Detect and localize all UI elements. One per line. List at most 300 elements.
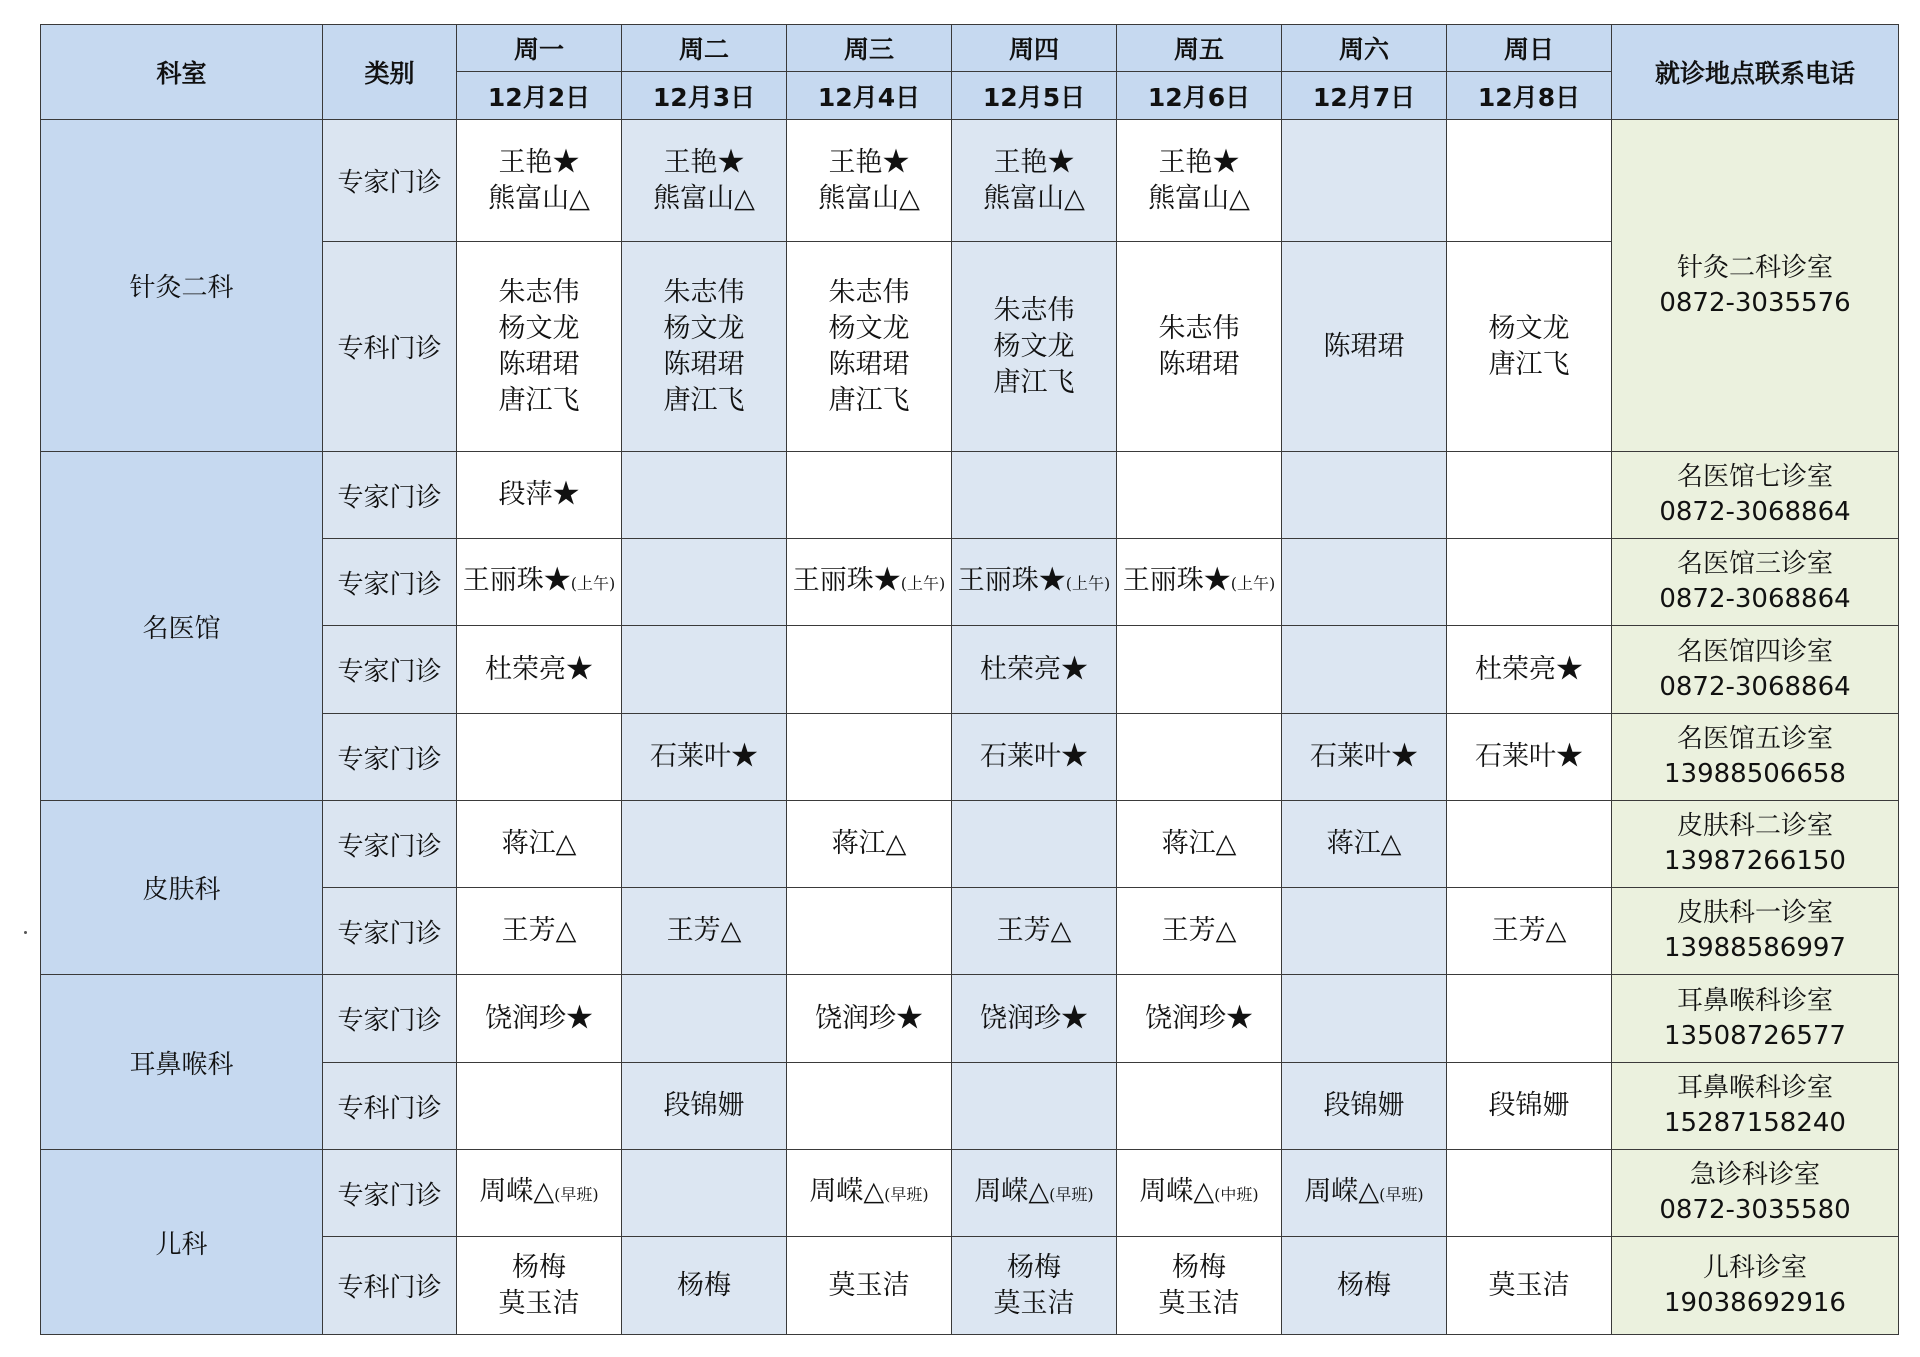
schedule-cell <box>1282 1063 1447 1150</box>
doctor-entry <box>787 1001 951 1037</box>
doctor-entry <box>1282 1088 1446 1124</box>
clinic-location <box>1612 626 1899 714</box>
doctor-name: 石莱叶★ <box>1475 741 1583 772</box>
doctor-name: 杨梅 <box>677 1269 731 1301</box>
clinic-category: 专科门诊 <box>323 1063 457 1150</box>
schedule-cell <box>952 242 1117 452</box>
doctor-entry <box>952 1001 1116 1037</box>
doctor-name: 周嵘△ <box>974 1175 1050 1207</box>
header-date: 12月3日 <box>622 72 787 120</box>
doctor-entry <box>622 383 786 419</box>
schedule-body <box>41 120 1899 1335</box>
shift-note: (早班) <box>1049 1184 1094 1204</box>
schedule-cell <box>622 242 787 452</box>
doctor-entry <box>952 739 1116 775</box>
doctor-name: 石莱叶★ <box>980 741 1088 772</box>
doctor-name: 唐江飞 <box>1488 348 1570 380</box>
schedule-cell <box>1447 1150 1612 1237</box>
doctor-name: 饶润珍★ <box>1145 1002 1253 1034</box>
schedule-cell <box>622 452 787 539</box>
doctor-entry <box>952 329 1116 365</box>
doctor-name: 唐江飞 <box>498 384 580 416</box>
doctor-entry <box>952 563 1116 602</box>
shift-note: (早班) <box>884 1184 929 1204</box>
schedule-cell <box>1447 714 1612 801</box>
schedule-cell <box>1447 242 1612 452</box>
shift-note: (早班) <box>1379 1184 1424 1204</box>
schedule-cell <box>1282 1150 1447 1237</box>
doctor-entry <box>1282 1174 1446 1213</box>
doctor-entry <box>622 739 786 775</box>
shift-note: (上午) <box>1230 573 1276 593</box>
doctor-name: 杜荣亮★ <box>1475 653 1583 685</box>
clinic-location <box>1612 1237 1899 1335</box>
doctor-entry <box>622 347 786 383</box>
doctor-name: 周嵘△ <box>1304 1175 1380 1207</box>
doctor-name: 石莱叶★ <box>650 741 758 772</box>
shift-note: (上午) <box>570 573 616 593</box>
doctor-name: 饶润珍★ <box>485 1002 593 1034</box>
doctor-entry <box>787 383 951 419</box>
doctor-entry <box>1282 329 1446 365</box>
schedule-cell <box>1447 975 1612 1063</box>
doctor-name: 王芳△ <box>1161 915 1237 946</box>
schedule-cell <box>1447 801 1612 888</box>
header-date: 12月6日 <box>1117 72 1282 120</box>
table-row <box>41 1150 1899 1237</box>
schedule-cell <box>1447 120 1612 242</box>
doctor-name: 朱志伟 <box>1158 312 1240 344</box>
doctor-entry <box>457 383 621 419</box>
clinic-category: 专家门诊 <box>323 1150 457 1237</box>
clinic-location <box>1612 1063 1899 1150</box>
room-name: 名医馆四诊室 <box>1676 636 1833 667</box>
header-weekday: 周五 <box>1117 25 1282 72</box>
phone-number: 13508726577 <box>1664 1020 1846 1051</box>
doctor-name: 杨梅 <box>512 1251 566 1283</box>
doctor-entry <box>1282 1268 1446 1304</box>
table-row <box>41 452 1899 539</box>
doctor-entry <box>1447 1268 1611 1304</box>
header-date: 12月8日 <box>1447 72 1612 120</box>
clinic-category: 专家门诊 <box>323 539 457 626</box>
clinic-location <box>1612 801 1899 888</box>
clinic-category: 专家门诊 <box>323 452 457 539</box>
doctor-name: 王芳△ <box>1491 915 1567 946</box>
schedule-cell <box>952 975 1117 1063</box>
doctor-entry <box>1282 826 1446 862</box>
doctor-name: 莫玉洁 <box>828 1269 910 1301</box>
doctor-name: 蒋江△ <box>1326 828 1402 859</box>
doctor-name: 王艳★ <box>828 146 910 178</box>
doctor-name: 蒋江△ <box>831 828 907 859</box>
schedule-cell <box>1282 975 1447 1063</box>
doctor-entry <box>622 275 786 311</box>
schedule-cell <box>457 539 622 626</box>
schedule-cell <box>622 975 787 1063</box>
doctor-name: 唐江飞 <box>993 366 1075 398</box>
schedule-cell <box>787 801 952 888</box>
doctor-entry <box>457 826 621 862</box>
schedule-cell <box>952 1237 1117 1335</box>
schedule-cell <box>457 714 622 801</box>
phone-number: 0872-3068864 <box>1659 497 1851 527</box>
clinic-location <box>1612 539 1899 626</box>
doctor-name: 陈珺珺 <box>663 348 745 380</box>
doctor-entry <box>952 145 1116 181</box>
stray-dot <box>24 931 27 934</box>
doctor-entry <box>457 347 621 383</box>
schedule-cell <box>787 452 952 539</box>
doctor-name: 王芳△ <box>666 915 742 946</box>
department-name: 儿科 <box>41 1150 323 1335</box>
schedule-cell <box>1282 714 1447 801</box>
doctor-entry <box>457 181 621 217</box>
doctor-entry <box>1117 1001 1281 1037</box>
doctor-name: 杨梅 <box>1337 1269 1391 1301</box>
doctor-name: 杨文龙 <box>1488 312 1570 344</box>
doctor-entry <box>1447 652 1611 688</box>
doctor-name: 陈珺珺 <box>1323 330 1405 362</box>
shift-note: (上午) <box>1065 573 1111 593</box>
schedule-cell <box>622 1237 787 1335</box>
schedule-cell <box>1117 975 1282 1063</box>
phone-number: 15287158240 <box>1664 1108 1846 1138</box>
doctor-name: 段锦姗 <box>663 1090 745 1121</box>
doctor-entry <box>457 145 621 181</box>
doctor-name: 熊富山△ <box>983 182 1085 214</box>
clinic-location <box>1612 714 1899 801</box>
schedule-cell <box>1117 1237 1282 1335</box>
doctor-name: 陈珺珺 <box>828 348 910 380</box>
doctor-name: 周嵘△ <box>1139 1175 1215 1207</box>
schedule-cell <box>787 120 952 242</box>
doctor-name: 杨梅 <box>1007 1251 1061 1283</box>
schedule-cell <box>1447 452 1612 539</box>
clinic-category: 专科门诊 <box>323 1237 457 1335</box>
doctor-name: 蒋江△ <box>501 828 577 859</box>
doctor-name: 段锦姗 <box>1488 1090 1570 1121</box>
shift-note: (上午) <box>900 573 946 593</box>
doctor-name: 杨文龙 <box>828 312 910 344</box>
doctor-entry <box>622 913 786 949</box>
doctor-entry <box>1117 311 1281 347</box>
schedule-cell <box>1447 539 1612 626</box>
schedule-cell <box>1282 120 1447 242</box>
doctor-name: 王芳△ <box>501 915 577 946</box>
doctor-name: 陈珺珺 <box>498 348 580 380</box>
header-date: 12月4日 <box>787 72 952 120</box>
doctor-entry <box>622 181 786 217</box>
doctor-name: 唐江飞 <box>828 384 910 416</box>
doctor-entry <box>1117 563 1281 602</box>
header-date: 12月2日 <box>457 72 622 120</box>
clinic-location <box>1612 975 1899 1063</box>
schedule-cell <box>457 120 622 242</box>
room-name: 针灸二科诊室 <box>1676 252 1833 283</box>
doctor-entry <box>787 275 951 311</box>
schedule-cell <box>622 626 787 714</box>
room-name: 耳鼻喉科诊室 <box>1676 985 1833 1016</box>
doctor-entry <box>1117 1286 1281 1322</box>
doctor-name: 石莱叶★ <box>1310 741 1418 772</box>
doctor-name: 周嵘△ <box>809 1175 885 1207</box>
doctor-entry <box>457 652 621 688</box>
schedule-cell <box>1282 801 1447 888</box>
doctor-entry <box>1117 826 1281 862</box>
doctor-name: 陈珺珺 <box>1158 348 1240 380</box>
schedule-cell <box>787 1150 952 1237</box>
schedule-cell <box>787 714 952 801</box>
header-weekday: 周日 <box>1447 25 1612 72</box>
schedule-cell <box>457 1150 622 1237</box>
schedule-cell <box>787 1237 952 1335</box>
schedule-cell <box>1282 452 1447 539</box>
doctor-entry <box>952 1286 1116 1322</box>
doctor-entry <box>1117 913 1281 949</box>
phone-number: 13988506658 <box>1664 759 1846 789</box>
room-name: 名医馆五诊室 <box>1676 724 1833 754</box>
doctor-entry <box>457 563 621 602</box>
doctor-entry <box>457 275 621 311</box>
doctor-name: 周嵘△ <box>479 1175 555 1207</box>
schedule-cell <box>952 626 1117 714</box>
clinic-category: 专家门诊 <box>323 801 457 888</box>
schedule-cell <box>1117 120 1282 242</box>
clinic-category: 专家门诊 <box>323 888 457 975</box>
room-name: 儿科诊室 <box>1702 1252 1807 1283</box>
doctor-entry <box>1117 145 1281 181</box>
schedule-cell <box>1117 1150 1282 1237</box>
doctor-name: 王丽珠★ <box>792 564 901 596</box>
schedule-cell <box>787 626 952 714</box>
schedule-cell <box>457 888 622 975</box>
schedule-cell <box>1117 626 1282 714</box>
doctor-name: 王丽珠★ <box>462 564 571 596</box>
schedule-cell <box>457 975 622 1063</box>
doctor-name: 朱志伟 <box>828 276 910 308</box>
room-name: 皮肤科二诊室 <box>1676 811 1833 841</box>
doctor-name: 王艳★ <box>663 146 745 178</box>
doctor-name: 莫玉洁 <box>1488 1269 1570 1301</box>
schedule-cell <box>622 1063 787 1150</box>
schedule-cell <box>457 1237 622 1335</box>
doctor-entry <box>1282 739 1446 775</box>
clinic-category: 专科门诊 <box>323 242 457 452</box>
clinic-location <box>1612 888 1899 975</box>
table-row <box>41 975 1899 1063</box>
header-weekday: 周二 <box>622 25 787 72</box>
schedule-cell <box>952 539 1117 626</box>
schedule-cell <box>457 801 622 888</box>
doctor-name: 王艳★ <box>498 146 580 178</box>
doctor-entry <box>457 1250 621 1286</box>
clinic-category: 专家门诊 <box>323 714 457 801</box>
doctor-entry <box>457 913 621 949</box>
schedule-cell <box>457 1063 622 1150</box>
outpatient-schedule-table <box>40 24 1899 1335</box>
doctor-entry <box>1117 347 1281 383</box>
doctor-name: 熊富山△ <box>653 182 755 214</box>
header-location: 就诊地点联系电话 <box>1612 25 1899 120</box>
room-name: 名医馆三诊室 <box>1676 549 1833 579</box>
doctor-name: 朱志伟 <box>663 276 745 308</box>
schedule-cell <box>787 888 952 975</box>
schedule-cell <box>622 1150 787 1237</box>
doctor-entry <box>457 1286 621 1322</box>
doctor-name: 杜荣亮★ <box>485 653 593 685</box>
doctor-entry <box>787 181 951 217</box>
doctor-name: 饶润珍★ <box>815 1002 923 1034</box>
doctor-entry <box>457 311 621 347</box>
doctor-entry <box>952 1174 1116 1213</box>
header-weekday: 周三 <box>787 25 952 72</box>
doctor-entry <box>787 1268 951 1304</box>
schedule-cell <box>622 801 787 888</box>
doctor-entry <box>952 652 1116 688</box>
phone-number: 13987266150 <box>1664 846 1846 876</box>
schedule-cell <box>952 801 1117 888</box>
schedule-cell <box>1282 1237 1447 1335</box>
schedule-cell <box>457 242 622 452</box>
header-dept: 科室 <box>41 25 323 120</box>
schedule-cell <box>1282 539 1447 626</box>
schedule-cell <box>1282 242 1447 452</box>
doctor-entry <box>457 1174 621 1213</box>
doctor-name: 莫玉洁 <box>1158 1287 1240 1319</box>
doctor-name: 王芳△ <box>996 915 1072 946</box>
doctor-entry <box>1447 311 1611 347</box>
doctor-entry <box>622 1268 786 1304</box>
doctor-entry <box>952 181 1116 217</box>
schedule-cell <box>1117 242 1282 452</box>
doctor-name: 熊富山△ <box>818 182 920 214</box>
clinic-category: 专家门诊 <box>323 120 457 242</box>
schedule-cell <box>787 975 952 1063</box>
clinic-location <box>1612 452 1899 539</box>
schedule-cell <box>952 888 1117 975</box>
doctor-entry <box>1117 181 1281 217</box>
doctor-name: 莫玉洁 <box>993 1287 1075 1319</box>
room-name: 耳鼻喉科诊室 <box>1676 1073 1833 1103</box>
schedule-cell <box>1117 1063 1282 1150</box>
doctor-entry <box>1447 347 1611 383</box>
schedule-cell <box>1117 452 1282 539</box>
table-header <box>41 25 1899 120</box>
doctor-name: 王丽珠★ <box>957 564 1066 596</box>
doctor-entry <box>622 145 786 181</box>
doctor-entry <box>622 311 786 347</box>
shift-note: (中班) <box>1214 1184 1259 1204</box>
schedule-cell <box>1282 888 1447 975</box>
doctor-entry <box>952 913 1116 949</box>
schedule-cell <box>1117 714 1282 801</box>
clinic-location <box>1612 1150 1899 1237</box>
doctor-entry <box>787 826 951 862</box>
header-weekday: 周一 <box>457 25 622 72</box>
doctor-name: 蒋江△ <box>1161 828 1237 859</box>
department-name: 名医馆 <box>41 452 323 801</box>
schedule-cell <box>787 242 952 452</box>
clinic-category: 专家门诊 <box>323 626 457 714</box>
header-date: 12月7日 <box>1282 72 1447 120</box>
doctor-name: 熊富山△ <box>1148 182 1250 214</box>
department-name: 皮肤科 <box>41 801 323 975</box>
phone-number: 13988586997 <box>1664 933 1846 963</box>
doctor-name: 王艳★ <box>993 146 1075 178</box>
phone-number: 0872-3068864 <box>1659 584 1851 614</box>
doctor-entry <box>1447 1088 1611 1124</box>
room-name: 名医馆七诊室 <box>1676 462 1833 492</box>
doctor-entry <box>1447 739 1611 775</box>
doctor-entry <box>787 563 951 602</box>
doctor-entry <box>1117 1174 1281 1213</box>
clinic-location <box>1612 120 1899 452</box>
doctor-name: 杜荣亮★ <box>980 653 1088 685</box>
table-row <box>41 801 1899 888</box>
header-date: 12月5日 <box>952 72 1117 120</box>
doctor-entry <box>1447 913 1611 949</box>
schedule-cell <box>622 539 787 626</box>
clinic-category: 专家门诊 <box>323 975 457 1063</box>
schedule-cell <box>952 120 1117 242</box>
doctor-entry <box>787 145 951 181</box>
schedule-cell <box>787 1063 952 1150</box>
schedule-cell <box>952 1150 1117 1237</box>
doctor-entry <box>952 1250 1116 1286</box>
doctor-entry <box>952 365 1116 401</box>
doctor-name: 朱志伟 <box>498 276 580 308</box>
header-category: 类别 <box>323 25 457 120</box>
schedule-cell <box>952 714 1117 801</box>
schedule-cell <box>1447 888 1612 975</box>
department-name: 针灸二科 <box>41 120 323 452</box>
schedule-cell <box>787 539 952 626</box>
schedule-cell <box>1117 539 1282 626</box>
doctor-name: 熊富山△ <box>488 182 590 214</box>
schedule-cell <box>622 120 787 242</box>
schedule-cell <box>457 452 622 539</box>
schedule-cell <box>1447 1237 1612 1335</box>
room-name: 皮肤科一诊室 <box>1676 898 1833 928</box>
schedule-cell <box>1117 888 1282 975</box>
header-row-weekdays <box>41 25 1899 72</box>
doctor-entry <box>1117 1250 1281 1286</box>
doctor-name: 饶润珍★ <box>980 1002 1088 1034</box>
doctor-name: 王丽珠★ <box>1122 564 1231 596</box>
schedule-cell <box>1117 801 1282 888</box>
doctor-entry <box>952 293 1116 329</box>
schedule-cell <box>622 714 787 801</box>
doctor-entry <box>457 1001 621 1037</box>
doctor-entry <box>787 311 951 347</box>
doctor-entry <box>457 477 621 513</box>
header-weekday: 周六 <box>1282 25 1447 72</box>
schedule-cell <box>1447 626 1612 714</box>
schedule-cell <box>1447 1063 1612 1150</box>
doctor-name: 唐江飞 <box>663 384 745 416</box>
doctor-name: 王艳★ <box>1158 146 1240 178</box>
phone-number: 19038692916 <box>1664 1287 1846 1318</box>
doctor-entry <box>622 1088 786 1124</box>
doctor-entry <box>787 1174 951 1213</box>
room-name: 急诊科诊室 <box>1689 1160 1820 1190</box>
doctor-name: 段锦姗 <box>1323 1090 1405 1121</box>
schedule-cell <box>622 888 787 975</box>
doctor-name: 莫玉洁 <box>498 1287 580 1319</box>
doctor-name: 杨文龙 <box>498 312 580 344</box>
phone-number: 0872-3035576 <box>1659 287 1851 318</box>
